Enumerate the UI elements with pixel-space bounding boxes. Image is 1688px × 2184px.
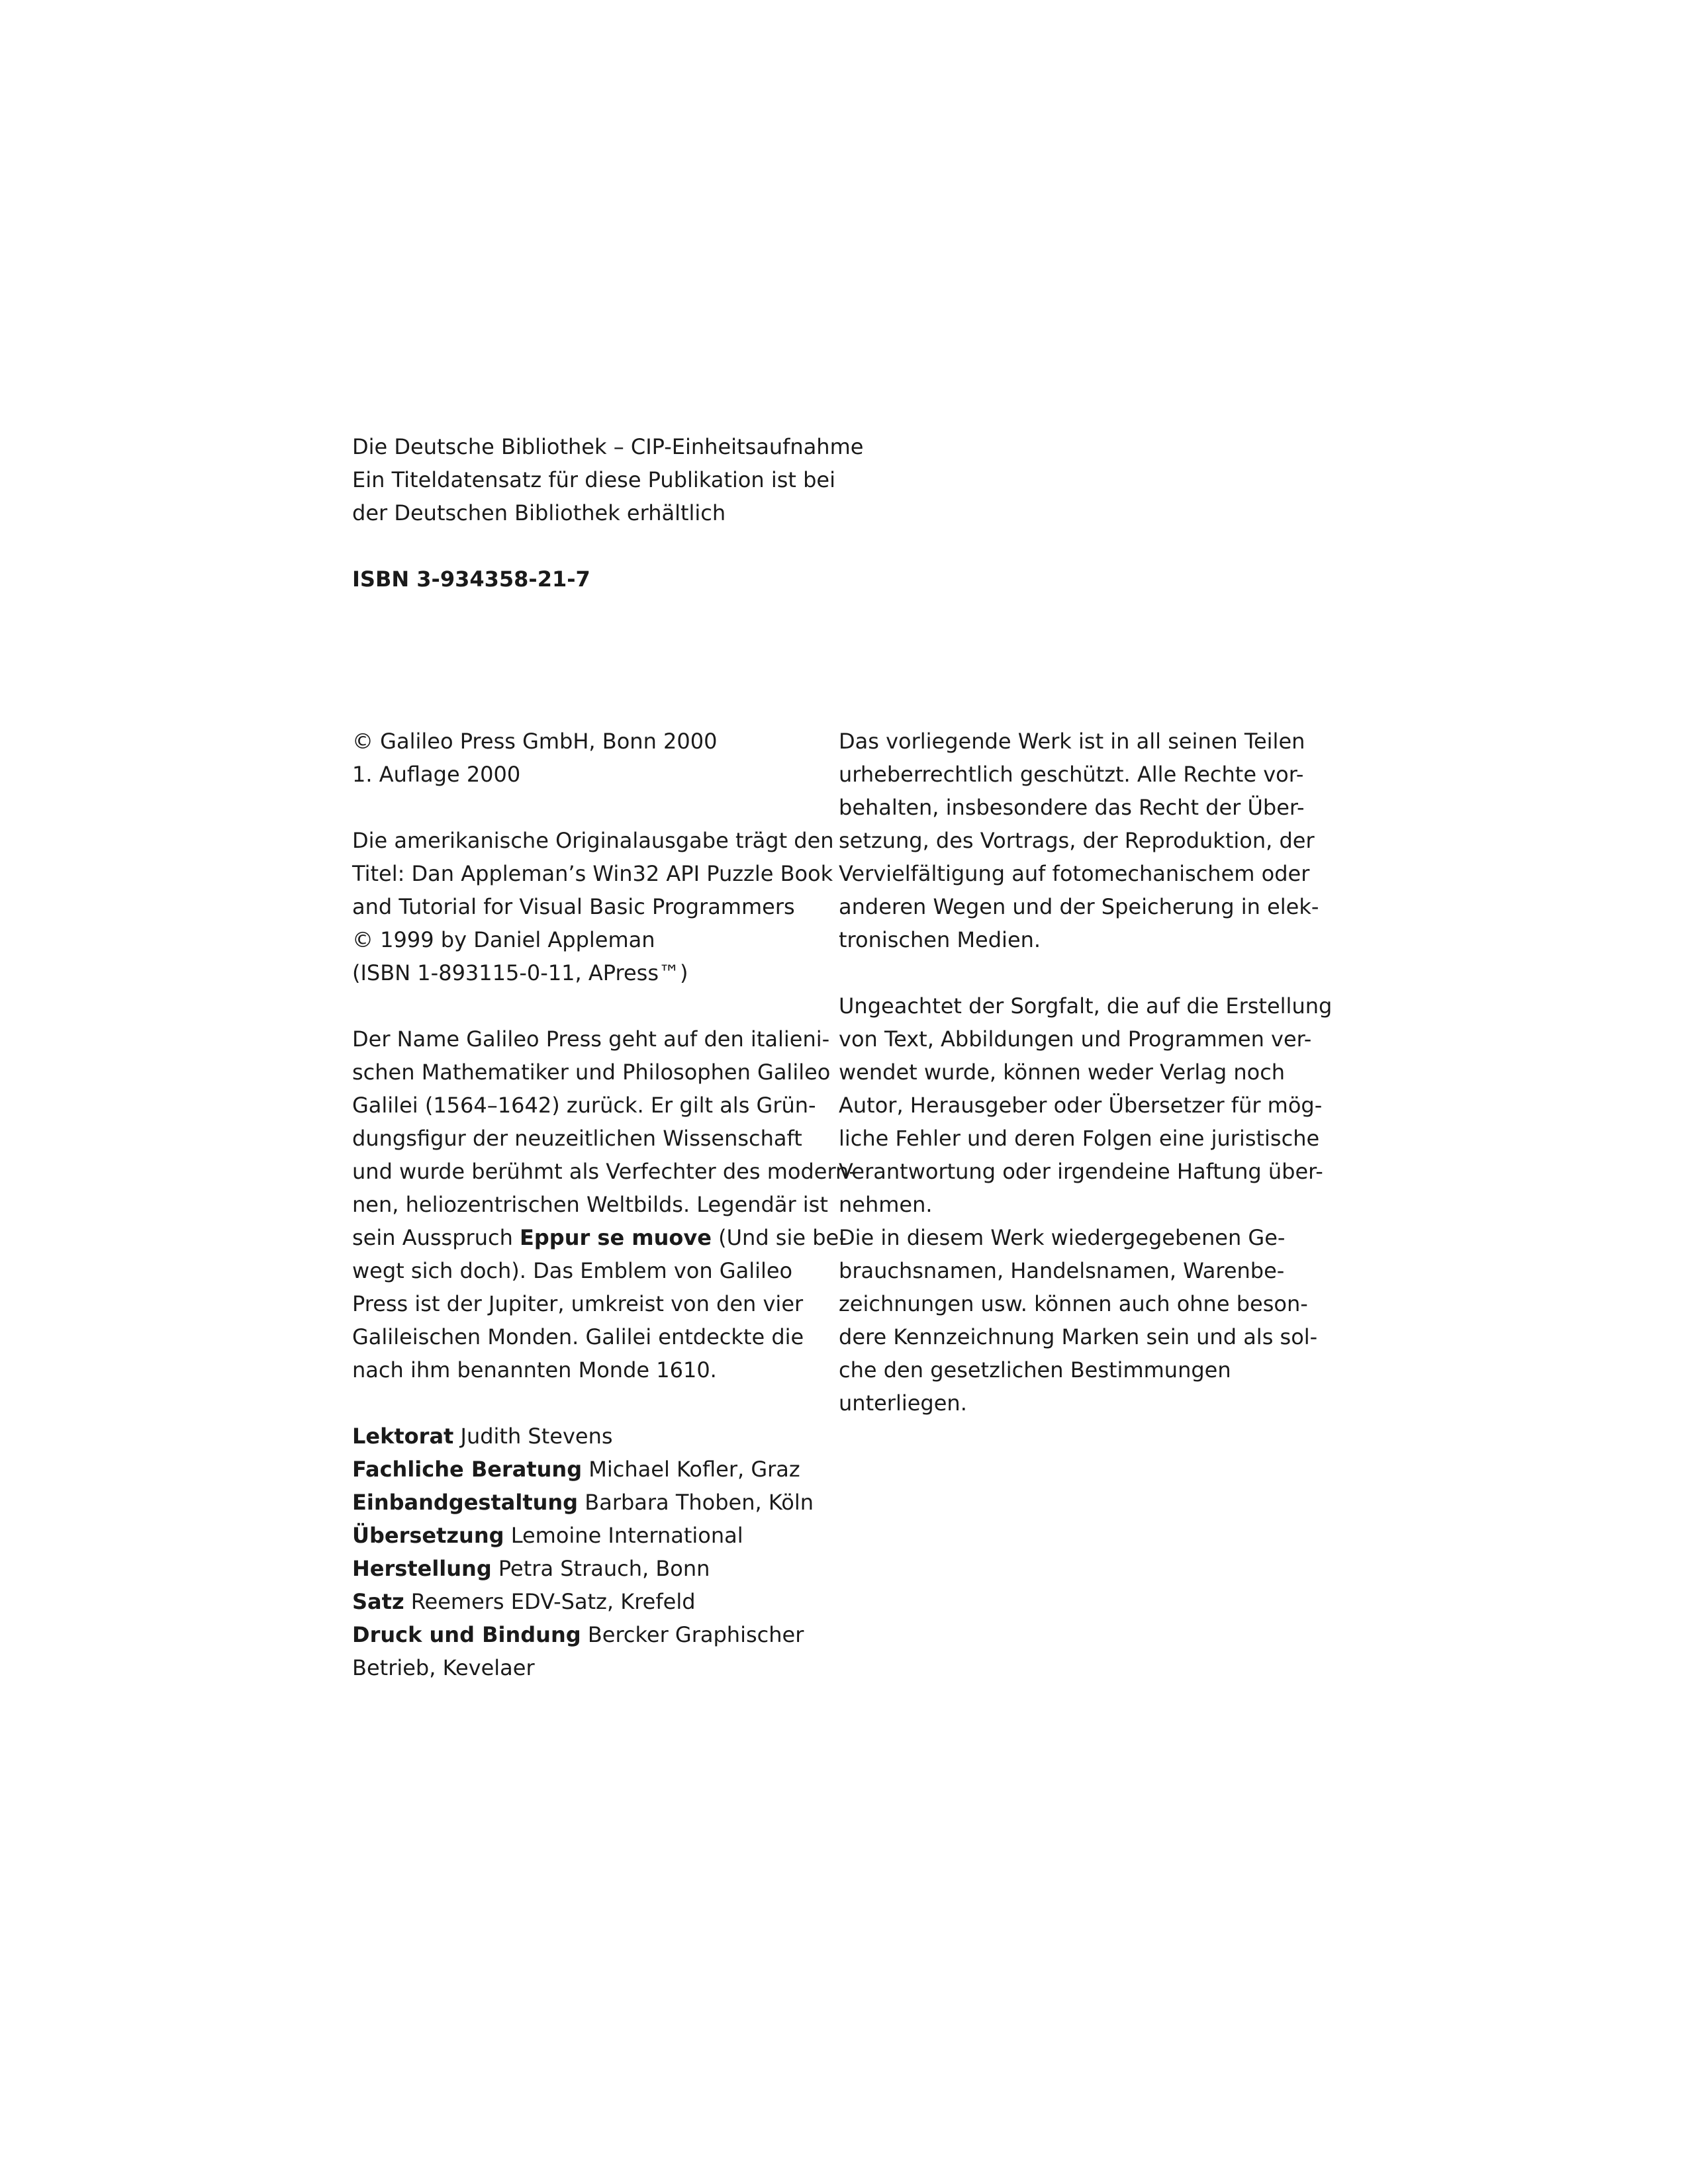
credit-role: Fachliche Beratung xyxy=(352,1457,583,1482)
credit-role: Herstellung xyxy=(352,1556,492,1581)
trademark-line: dere Kennzeichnung Marken sein und als sol- xyxy=(839,1324,1318,1349)
rights-line: anderen Wegen und der Speicherung in elek- xyxy=(839,894,1319,919)
cip-line: der Deutschen Bibliothek erhältlich xyxy=(352,500,726,525)
publisher-name-note xyxy=(352,1023,857,1387)
rights-line: tronischen Medien. xyxy=(839,927,1041,952)
name-line: und wurde berühmt als Verfechter des modern- xyxy=(352,1159,857,1184)
original-line: Titel: Dan Appleman’s Win32 API Puzzle Book xyxy=(352,861,833,886)
credit-continuation: Betrieb, Kevelaer xyxy=(352,1655,535,1680)
rights-line: setzung, des Vortrags, der Reproduktion, der xyxy=(839,828,1315,853)
credit-name: Barbara Thoben, Köln xyxy=(578,1490,814,1515)
name-line: Der Name Galileo Press geht auf den italieni- xyxy=(352,1026,830,1052)
copyright-notice xyxy=(352,725,857,791)
cip-line: Die Deutsche Bibliothek – CIP-Einheitsaufnahme xyxy=(352,434,864,459)
trademark-line: che den gesetzlichen Bestimmungen xyxy=(839,1357,1231,1383)
name-line: Galileischen Monden. Galilei entdeckte die xyxy=(352,1324,804,1349)
name-line: schen Mathematiker und Philosophen Galileo xyxy=(352,1060,831,1085)
credit-role: Satz xyxy=(352,1589,404,1614)
credit-line xyxy=(352,1420,857,1453)
cip-notice xyxy=(352,430,863,529)
credit-role: Druck und Bindung xyxy=(352,1622,581,1647)
trademark-line: zeichnungen usw. können auch ohne beson- xyxy=(839,1291,1308,1316)
name-line: nach ihm benannten Monde 1610. xyxy=(352,1357,717,1383)
original-line: (ISBN 1-893115-0-11, APress™) xyxy=(352,960,688,985)
trademark-line: brauchsnamen, Handelsnamen, Warenbe- xyxy=(839,1258,1285,1283)
credit-name: Judith Stevens xyxy=(453,1424,613,1449)
credit-role: Lektorat xyxy=(352,1424,454,1449)
credit-line xyxy=(352,1519,857,1552)
credit-line xyxy=(352,1453,857,1486)
original-line: Die amerikanische Originalausgabe trägt den xyxy=(352,828,834,853)
original-edition-note xyxy=(352,824,857,989)
trademark-line: unterliegen. xyxy=(839,1390,967,1416)
name-line: dungsfigur der neuzeitlichen Wissenschaft xyxy=(352,1126,802,1151)
name-line: Press ist der Jupiter, umkreist von den vier xyxy=(352,1291,804,1316)
credit-name: Reemers EDV-Satz, Krefeld xyxy=(404,1589,696,1614)
liability-line: Ungeachtet der Sorgfalt, die auf die Erstellung xyxy=(839,993,1333,1019)
left-column xyxy=(352,725,857,1684)
cip-line: Ein Titeldatensatz für diese Publikation ist bei xyxy=(352,467,835,492)
trademark-notice xyxy=(839,1221,1332,1420)
liability-disclaimer xyxy=(839,989,1332,1221)
credit-name: Petra Strauch, Bonn xyxy=(491,1556,710,1581)
rights-line: urheberrechtlich geschützt. Alle Rechte vor- xyxy=(839,762,1304,787)
motto-line xyxy=(352,1221,857,1254)
liability-line: von Text, Abbildungen und Programmen ver- xyxy=(839,1026,1312,1052)
isbn xyxy=(352,563,590,596)
motto-post: (Und sie be- xyxy=(711,1225,847,1250)
credits xyxy=(352,1420,857,1684)
motto-quote: Eppur se muove xyxy=(520,1225,712,1250)
name-line: wegt sich doch). Das Emblem von Galileo xyxy=(352,1258,793,1283)
copyright-line: © Galileo Press GmbH, Bonn 2000 xyxy=(352,729,718,754)
isbn-number: ISBN 3-934358-21-7 xyxy=(352,567,590,592)
name-line: nen, heliozentrischen Weltbilds. Legendär ist xyxy=(352,1192,828,1217)
credit-role: Einbandgestaltung xyxy=(352,1490,579,1515)
original-line: and Tutorial for Visual Basic Programmers xyxy=(352,894,795,919)
rights-line: Das vorliegende Werk ist in all seinen Teilen xyxy=(839,729,1305,754)
credit-name: Lemoine International xyxy=(504,1523,743,1548)
liability-line: nehmen. xyxy=(839,1192,933,1217)
credit-line xyxy=(352,1486,857,1519)
right-column xyxy=(839,725,1332,1420)
credit-name: Michael Kofler, Graz xyxy=(582,1457,800,1482)
rights-line: behalten, insbesondere das Recht der Über- xyxy=(839,795,1305,820)
credit-line xyxy=(352,1585,857,1618)
credit-role: Übersetzung xyxy=(352,1523,504,1548)
credit-line xyxy=(352,1618,857,1651)
trademark-line: Die in diesem Werk wiedergegebenen Ge- xyxy=(839,1225,1286,1250)
motto-pre: sein Ausspruch xyxy=(352,1225,520,1250)
credit-line xyxy=(352,1552,857,1585)
liability-line: wendet wurde, können weder Verlag noch xyxy=(839,1060,1286,1085)
liability-line: Verantwortung oder irgendeine Haftung über- xyxy=(839,1159,1323,1184)
original-line: © 1999 by Daniel Appleman xyxy=(352,927,655,952)
rights-line: Vervielfältigung auf fotomechanischem oder xyxy=(839,861,1310,886)
liability-line: liche Fehler und deren Folgen eine juristische xyxy=(839,1126,1320,1151)
name-line: Galilei (1564–1642) zurück. Er gilt als Grün- xyxy=(352,1093,816,1118)
edition-line: 1. Auflage 2000 xyxy=(352,762,521,787)
copyright-rights-note xyxy=(839,725,1332,956)
liability-line: Autor, Herausgeber oder Übersetzer für mög- xyxy=(839,1093,1323,1118)
credit-name: Bercker Graphischer xyxy=(581,1622,804,1647)
